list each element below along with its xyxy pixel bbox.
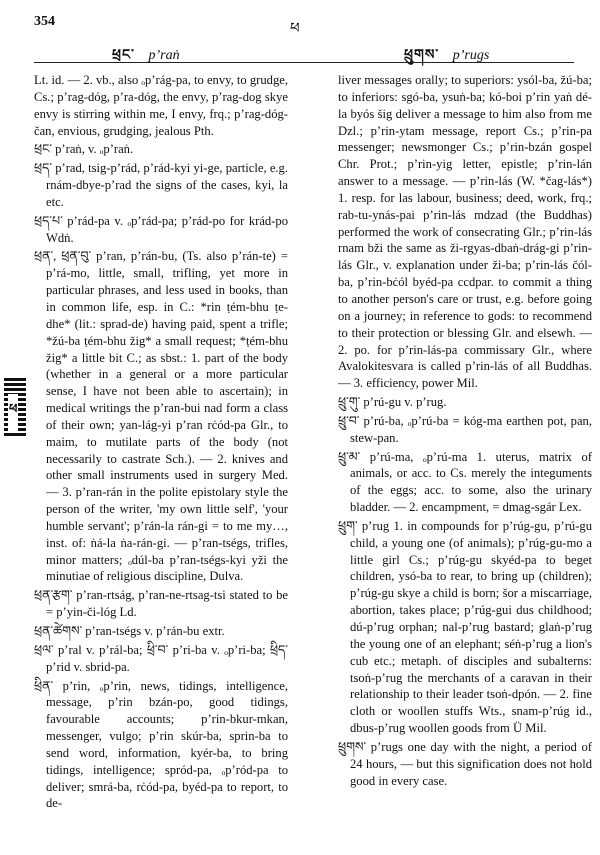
entry-prugs: ཕྲུགས་ pʼrugs one day with the night, a period of 24 hours, — but this signification does not hold good in every case. [338, 739, 592, 788]
header-rule [34, 62, 574, 63]
entry-prug: ཕྲུག་ pʼrug 1. in compounds for pʼrúg-gu, pʼrú-gu child, a young one (of animals); pʼrúg-gu-mo a little girl Cs.; pʼrúg-gu skyéd-pa to beget children, ysó-ba to rear, to bring up (children); pʼrúg-gu skye a child is born; šor a miscarriage, abortion, takes place; pʼrúg-gui dus childhood; dú-pʼrug orphan; nal-pʼrug bastard; glaṅ-pʼrug the young one of an elephant; séṅ-pʼrug a lion's cub etc.; metaph. of disciples and subalterns: tsoṅ-pʼrug the merchants of a caravan in their relationship to their leader tsoṅ-dpón. — 2. fine cloth or woollen stuffs Wts., snam-pʼrúg id., dbus-pʼrug woollen goods from Ü Mil. [338, 518, 592, 736]
running-head-left-word: pʼraṅ [148, 48, 180, 63]
entry-prin: ཕྲིན་ pʼrin, ₒpʼrin, news, tidings, intelligence, message, pʼrin bzán-po, good tidings, favourable accounts; pʼrin-bkur-mkan, messenger, vulgo; pʼrin skúr-ba, sprin-ba to send word, information, kyér-ba, to bring tidings, intelligence; spród-pa, ₒpʼród-pa to deliver; smrá-ba, rċód-pa, byéd-pa to report, to de- [34, 678, 288, 811]
entry-prin-continuation: liver messages orally; to superiors: ysól-ba, žú-ba; to inferiors: sgó-ba, ysuṅ-ba; kó-boi pʼrin yaṅ dé-la byós šig deliver a message to him also from me Dzl.; pʼrin-ytam message, report Cs.; pʼrin-pa messenger; newsmonger Cs.; pʼrin-bzán gospel Chr. Prot.; pʼrin-yig letter, epistle; pʼrin-lán answer to a message. — pʼrin-lás (W. *čag-lás*) 1. resp. for las labour, business; deed, work, frq.; rab-tu-ynás-pai pʼrin-lás mdzad (the Buddhas) performed the work of consecrating Glr.; pʼrin-lás rnam bži the same as ži-rgyas-dbaṅ-drág-gi pʼrin-lás Glr., v. explanation under ži-ba; pʼrin-lás čól-ba, pʼrin-bċól byéd-pa ccdpar. to commit a thing to another person's care or trust, e.g. before going on a journey; in reference to gods: to recommend to their protection or blessing Glr. and elsewh. — 2. po. for pʼrin-lás-pa commissary Glr., where Avalokitesvara is called pʼrin-lás of all Buddhas. — 3. efficiency, power Mil. [338, 73, 592, 391]
entry-pru-ma: ཕྲུ་མ་ pʼrú-ma, ₒpʼrú-ma 1. uterus, matrix of animals, or acc. to Cs. merely the integuments of the eggs; acc. to some, also the urinary bladder. — 2. encampment, = dmag-sgár Lex. [338, 449, 592, 515]
entry-pran-bu: ཕྲན་, ཕྲན་བུ་ pʼran, pʼrán-bu, (Ts. also pʼrán-te) = pʼrá-mo, little, small, trifling, yet more in particular phrases, and less used in books, than in common life, esp. in C.: *rin ṭém-bhu ṭe-dhe* (lit.: sprad-de) having paid, spent a trifle; *žú-ba ṭém-bhu žig* a small request; *ṭém-bhu žig* a little bit C.; as sbst.: 1. part of the body (whether in a general or a more particular sense, I have not been able to ascertain); in medical writings the pʼran-bui nad form a class of their own; yan-lág-yi pʼran rċód-pa Glr., to maim, to mutilate parts of the body (not necessarily to castrate Sch.). — 2. knives and other small instruments used in surgery Med. — 3. pʼran-rán in the polite epistolary style the person of the writer, 'my own little self', 'your humble servant'; pʼrán-la rán-gi = to me my…, inst. of: ṅá-la ṅa-rán-gi. — pʼran-tségs, trifles, minor matters; ₒdúl-ba pʼran-tségs-kyi yži the minutiae of religious discipline, Dulva. [34, 249, 288, 584]
entry-continuation: Lt. id. — 2. vb., also ₒpʼrág-pa, to envy, to grudge, Cs.; pʼrag-dóg, pʼra-dóg, the envy, pʼrag-dog skye envy is stirring within me, I envy, frq.; pʼrag-dóg-čan, envious, grudging, jealous Pth. [34, 73, 288, 138]
entry-pran: ཕྲང་ pʼraṅ, v. ₒpʼraṅ. [34, 142, 134, 157]
entry-pral: ཕྲལ་ pʼral v. pʼrál-ba; ཕྲི་བ་ pʼri-ba v. ₒpʼri-ba; ཕྲིད་ pʼrid v. sbrid-pa. [34, 642, 288, 674]
running-head-right-word: pʼrugs [452, 48, 490, 63]
page-number: 354 [34, 14, 55, 29]
entry-prad: ཕྲད་ pʼrad, tsig-pʼrád, pʼrád-kyi yi-ge, particle, e.g. rnám-dbye-pʼrad the signs of the cases, kyi, la etc. [34, 161, 288, 209]
entry-pran-tsegs: ཕྲན་ཚེགས་ pʼran-tségs v. pʼrán-bu extr. [34, 624, 225, 638]
page-letter: ཕ [290, 21, 300, 37]
thumb-index-letter: ཕ [8, 394, 18, 431]
entry-pru-ba: ཕྲུ་བ་ pʼrú-ba, ₒpʼrú-ba = kóg-ma earthen pot, pan, stew-pan. [338, 413, 592, 445]
running-head-left-tibetan: ཕྲང་ [112, 48, 135, 63]
running-head-right-tibetan: ཕྲུགས་ [404, 48, 440, 63]
thumb-index-tab [4, 376, 26, 436]
entry-pru-gu: ཕྲུ་གུ་ pʼrú-gu v. pʼrug. [338, 395, 447, 410]
entry-prad-pa: ཕྲད་པ་ pʼrád-pa v. ₒpʼrád-pa; pʼrád-po for krád-po Wdṅ. [34, 213, 288, 245]
entry-pran-rtsag: ཕྲན་རྩག་ pʼran-rtság, pʼran-ne-rtsag-tsi stated to be = pʼyin-či-lóg Ld. [34, 588, 288, 620]
right-column [338, 72, 592, 791]
left-column [34, 72, 288, 814]
